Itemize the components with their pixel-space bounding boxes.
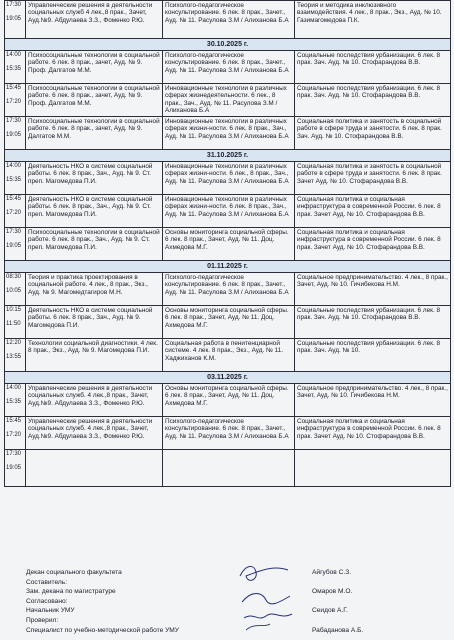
time-cell: [5, 195, 26, 228]
class-cell: [26, 84, 163, 117]
class-cell: [26, 450, 163, 487]
time-cell: [5, 84, 26, 117]
class-text: Социальные последствия урбанизации. 6 лек. 8 прак. Зач. Ауд. № 10.: [297, 340, 441, 355]
time-start: 17:30: [6, 451, 22, 457]
footer-name: Омаров М.О.: [312, 588, 353, 596]
class-cell: [26, 162, 163, 195]
class-text: Психолого-педагогическое консультирование. 6 лек. 8 прак., Зачет., Ауд. № 11. Расулова З.М / Алиханова Б.А: [165, 274, 289, 296]
time-end: 19:05: [6, 243, 22, 249]
footer-label: Согласовано:: [26, 597, 68, 605]
date-label: 31.10.2025 г.: [5, 150, 451, 162]
class-cell: [295, 162, 451, 195]
time-end: 15:35: [6, 177, 22, 183]
schedule-row: [5, 84, 451, 117]
class-text: Социальная политика и социальная инфраструктура в современной России. 6 лек. 8 прак. Зачет Ауд. № 10. Стофарандова В.В.: [297, 196, 441, 218]
date-label: 30.10.2025 г.: [5, 39, 451, 51]
time-cell: [5, 117, 26, 150]
class-cell: [26, 417, 163, 450]
footer-label: Специалист по учебно-методической работе УМУ: [26, 626, 179, 634]
class-text: Деятельность НКО в системе социальной работы. 6 лек. 8 прак., Зач., Ауд. № 9. Ст. преп. Магомедова П.И.: [28, 196, 153, 218]
footer-label: Зам. декана по магистратуре: [26, 588, 116, 596]
class-text: Социальное предпринимательство. 4 лек., 8 прак., Зачет, Ауд. № 10. Гичибекова Н.М.: [297, 385, 448, 400]
time-cell: [5, 450, 26, 487]
class-cell: [163, 339, 295, 372]
class-text: Психосоциальные технологии в социальной работе. 6 лек. 8 прак., зачет, Ауд. № 9. Проф. Далгатов М.М.: [28, 85, 160, 107]
time-cell: [5, 228, 26, 261]
date-row: [5, 261, 451, 273]
time-end: 15:35: [6, 399, 22, 405]
schedule-row: [5, 195, 451, 228]
class-cell: [26, 228, 163, 261]
class-text: Психолого-педагогическое консультирование. 6 лек. 8 прак., Зачет., Ауд. № 11. Расулова З.М / Алиханова Б.А: [165, 52, 289, 74]
class-text: Управленческие решения в деятельности социальных служб 4 лек.,8 прак., Зачет, Ауд.№9. Абдулаева З.З., Фоменко Р.Ю.: [28, 2, 153, 24]
time-cell: [5, 306, 26, 339]
class-cell: [163, 195, 295, 228]
class-cell: [295, 117, 451, 150]
class-text: Социальная политика и занятость в социальной работе в сфере труда и занятости. 6 лек. 8 прак. Зачет Ауд. № 10. Стофарандова В.В.: [297, 163, 442, 185]
time-end: 17:20: [6, 432, 22, 438]
schedule-row: [5, 417, 451, 450]
time-cell: [5, 417, 26, 450]
class-cell: [26, 384, 163, 417]
class-text: Управленческие решения в деятельности социальных служб. 4 лек.,8 прак., Зачет, Ауд.№9. Абдулаева З.З., Фоменко Р.Ю.: [28, 418, 153, 440]
schedule-row: [5, 339, 451, 372]
class-text: Психосоциальные технологии в социальной работе. 6 лек. 8 прак., зачет, Ауд. № 9. Проф. Далгатов М.М.: [28, 52, 160, 74]
class-cell: [26, 306, 163, 339]
class-text: Психолого-педагогическое консультирование. 6 лек. 8 прак., Зачет., Ауд. № 11. Расулова З.М / Алиханова Б.А: [165, 2, 289, 24]
class-text: Деятельность НКО в системе социальной работы. 6 лек. 8 прак., Зач., Ауд. № 9. Магомедова П.И.: [28, 307, 153, 329]
footer-row: [26, 626, 426, 636]
class-text: Психосоциальные технологии в социальной работе. 6 лек. 8 прак., зачет, Ауд. № 9. Далгатов М.М.: [28, 118, 160, 140]
class-cell: [163, 273, 295, 306]
class-text: Социальные последствия урбанизации. 6 лек. 8 прак. Зач. Ауд. № 10. Стофарандова В.В.: [297, 307, 441, 322]
date-label: 01.11.2025 г.: [5, 261, 451, 273]
class-cell: [295, 228, 451, 261]
time-start: 15:45: [6, 418, 22, 424]
class-text: Инновационные технологии в различных сферах жизни-ности. 6 лек. 8 прак., Зач., Ауд. № 11. Расулова З.М / Алиханова Б.А: [165, 118, 289, 140]
class-cell: [163, 162, 295, 195]
class-cell: [163, 417, 295, 450]
date-row: [5, 39, 451, 51]
time-end: 19:05: [6, 16, 22, 22]
schedule-row: [5, 384, 451, 417]
schedule-row: [5, 1, 451, 39]
class-cell: [26, 1, 163, 39]
class-cell: [163, 306, 295, 339]
schedule-row: [5, 162, 451, 195]
class-text: Социальная политика и социальная инфраструктура в современной России. 6 лек. 8 прак. Зачет Ауд. № 10. Стофарандова В.В.: [297, 418, 441, 440]
schedule-sheet: [4, 0, 450, 487]
class-text: Социальная политика и занятость в социальной работе в сфере труда и занятости. 6 лек. 8 прак. Зач. Ауд. № 10. Стофарандова В.В.: [297, 118, 442, 140]
signature-block: [26, 568, 426, 635]
class-text: Теория и методика инклюзивного взаимодействия. 4 лек., 8 прак., Экз., Ауд. № 10. Газимагомедова П.К.: [297, 2, 442, 24]
schedule-table: [4, 0, 451, 487]
class-cell: [163, 450, 295, 487]
class-text: Инновационные технологии в различных сферах жизнедеятельности. 6 лек., 8 прак., Зач., Ауд. № 11. Расулова З.М / Алиханова Б.А: [165, 85, 287, 115]
class-cell: [26, 339, 163, 372]
class-cell: [26, 117, 163, 150]
time-end: 19:05: [6, 132, 22, 138]
time-start: 17:30: [6, 118, 22, 124]
class-text: Социальное предпринимательство. 4 лек., 8 прак., Зачет, Ауд. № 10. Гичибекова Н.М.: [297, 274, 448, 289]
time-start: 10:15: [6, 307, 22, 313]
footer-row: [26, 587, 426, 597]
time-start: 14:00: [6, 163, 22, 169]
time-end: 11:50: [6, 321, 21, 327]
footer-label: Начальник УМУ: [26, 607, 75, 615]
time-cell: [5, 384, 26, 417]
class-cell: [295, 1, 451, 39]
class-text: Основы мониторинга социальной сферы. 6 лек. 8 прак., Зачет, Ауд. № 11. Доц. Ахмедова М.Г.: [165, 307, 289, 329]
footer-label: Составитель:: [26, 578, 68, 586]
class-text: Психолого-педагогическое консультирование. 6 лек. 8 прак., Зачет., Ауд. № 11. Расулова З.М / Алиханова Б.А: [165, 418, 289, 440]
time-cell: [5, 51, 26, 84]
class-cell: [26, 51, 163, 84]
footer-label: Проверил:: [26, 616, 59, 624]
class-cell: [163, 384, 295, 417]
class-cell: [295, 195, 451, 228]
class-cell: [163, 117, 295, 150]
class-cell: [26, 273, 163, 306]
footer-row: [26, 568, 426, 578]
schedule-row: [5, 228, 451, 261]
time-cell: [5, 339, 26, 372]
footer-row: [26, 606, 426, 616]
time-start: 17:30: [6, 229, 22, 235]
class-cell: [295, 450, 451, 487]
class-text: Инновационные технологии в различных сферах жизни-ности. 6 лек., 8 прак., Зач., Ауд. № 11. Расулова З.М / Алиханова Б.А: [165, 163, 289, 185]
time-end: 10:05: [6, 288, 22, 294]
class-text: Социальные последствия урбанизации. 6 лек. 8 прак. Зач. Ауд. № 10. Стофарандова В.В.: [297, 52, 441, 67]
class-cell: [163, 84, 295, 117]
time-start: 15:45: [6, 196, 22, 202]
schedule-row: [5, 450, 451, 487]
class-text: Социальные последствия урбанизации. 6 лек. 8 прак. Зач. Ауд. № 10. Стофарандова В.В.: [297, 85, 441, 100]
date-row: [5, 150, 451, 162]
time-cell: [5, 273, 26, 306]
schedule-row: [5, 273, 451, 306]
class-cell: [163, 1, 295, 39]
footer-row: [26, 597, 426, 607]
footer-row: [26, 616, 426, 626]
class-cell: [295, 84, 451, 117]
class-text: Технологии социальной диагностики. 4 лек. 8 прак., Экз., Ауд. № 9. Магомедова П.И.: [28, 340, 158, 355]
time-cell: [5, 1, 26, 39]
footer-name: Рабаданова А.Б.: [312, 626, 364, 634]
class-text: Теория и практика проектирования в социальной работе. 4 лек., 8 прак., Экз., Ауд. № 9. Магомедтагиров М.Н.: [28, 274, 148, 296]
class-cell: [295, 306, 451, 339]
schedule-row: [5, 51, 451, 84]
time-cell: [5, 162, 26, 195]
time-start: 17:30: [6, 2, 22, 8]
class-text: Социальная работа в пенитенциарной системе. 4 лек. 8 прак., Экз., Ауд. № 11. Хаджиханов К.М.: [165, 340, 284, 362]
time-end: 13:55: [6, 354, 22, 360]
class-text: Психосоциальные технологии в социальной работе. 6 лек. 8 прак., Зач., Ауд. № 9. Ст. преп. Магомедова П.И.: [28, 229, 160, 251]
class-text: Основы мониторинга социальной сферы. 6 лек. 8 прак., Зачет, Ауд. № 11. Доц. Ахмедова М.Г.: [165, 229, 289, 251]
schedule-row: [5, 306, 451, 339]
footer-name: Айгубов С.З.: [312, 569, 352, 576]
class-cell: [163, 228, 295, 261]
class-text: Основы мониторинга социальной сферы. 6 лек. 8 прак., Зачет, Ауд. № 11. Доц. Ахмедова М.Г.: [165, 385, 289, 407]
class-cell: [26, 195, 163, 228]
time-start: 15:45: [6, 85, 22, 91]
class-text: Социальная политика и социальная инфраструктура в современной России. 6 лек. 8 прак. Зачет Ауд. № 10. Стофарандова В.В.: [297, 229, 441, 251]
class-cell: [295, 273, 451, 306]
date-row: [5, 372, 451, 384]
schedule-body: [5, 1, 451, 487]
class-cell: [163, 51, 295, 84]
time-start: 12:20: [6, 340, 22, 346]
class-cell: [295, 339, 451, 372]
time-end: 17:20: [6, 99, 22, 105]
time-start: 14:00: [6, 385, 22, 391]
time-start: 08:30: [6, 274, 22, 280]
schedule-row: [5, 117, 451, 150]
time-end: 19:05: [6, 465, 22, 471]
time-start: 14:00: [6, 52, 22, 58]
footer-name: Сеидов А.Г.: [312, 607, 348, 615]
class-cell: [295, 51, 451, 84]
class-cell: [295, 384, 451, 417]
class-text: Деятельность НКО в системе социальной работы. 6 лек. 8 прак., Зач., Ауд. № 9. Ст. преп. Магомедова П.И.: [28, 163, 153, 185]
class-text: Инновационные технологии в различных сферах жизни-ности. 6 лек. 8 прак., Зач., Ауд. № 11. Расулова З.М / Алиханова Б.А: [165, 196, 289, 218]
footer-label: Декан социального факультета: [26, 569, 122, 576]
class-text: Управленческие решения в деятельности социальных служб. 4 лек.,8 прак., Зачет, Ауд.№9. Абдулаева З.З., Фоменко Р.Ю.: [28, 385, 153, 407]
time-end: 15:35: [6, 66, 22, 72]
time-end: 17:20: [6, 210, 22, 216]
date-label: 03.11.2025 г.: [5, 372, 451, 384]
footer-row: [26, 578, 426, 588]
class-cell: [295, 417, 451, 450]
